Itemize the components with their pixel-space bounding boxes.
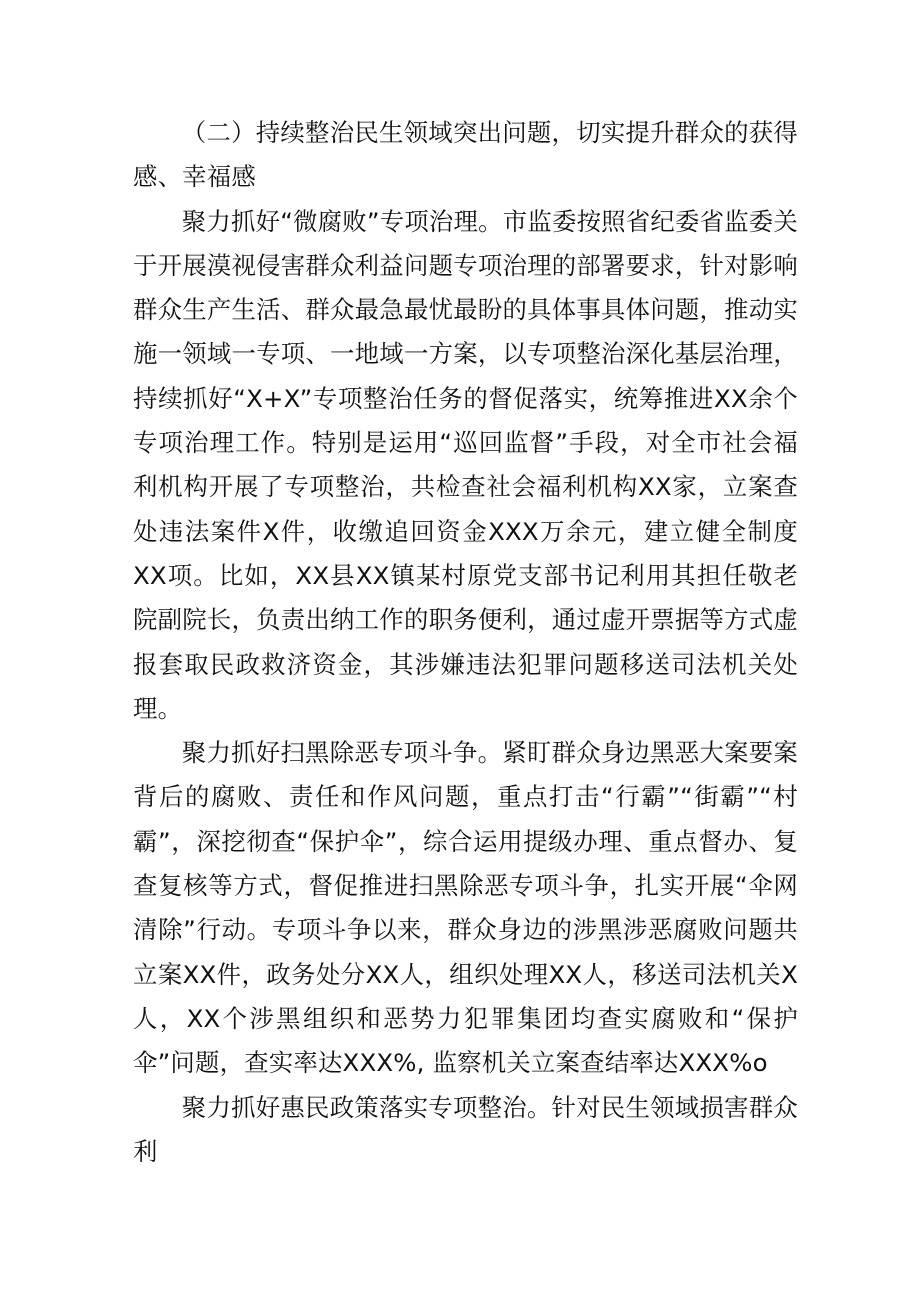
paragraph-anti-gang (133, 731, 798, 1085)
document-body (133, 111, 798, 1174)
paragraph-body: 针对民生领域损害群众利 (133, 1092, 798, 1166)
paragraph-lead: 聚力抓好扫黑除恶专项斗争。 (181, 738, 503, 768)
paragraph-micro-corruption (133, 200, 798, 732)
section-heading: （二）持续整治民生领域突出问题，切实提升群众的获得感、幸福感 (133, 118, 798, 192)
paragraph-policy-implementation (133, 1086, 798, 1175)
paragraph-lead: 聚力抓好惠民政策落实专项整治。 (181, 1092, 552, 1122)
paragraph-body: 市监委按照省纪委省监委关于开展漠视侵害群众利益问题专项治理的部署要求，针对影响群众生产生活、群众最急最忧最盼的具体事具体问题，推动实施一领域一专项、一地域一方案，以专项整治深化基层治理，持续抓好“X+X”专项整治任务的督促落实，统筹推进XX余个专项治理工作。特别是运用“巡回监督”手段，对全市社会福利机构开展了专项整治，共检查社会福利机构XX家，立案查处违法案件X件，收缴追回资金XXX万余元，建立健全制度XX项。比如，XX县XX镇某村原党支部书记利用其担任敬老院副院长，负责出纳工作的职务便利，通过虚开票据等方式虚报套取民政救济资金，其涉嫌违法犯罪问题移送司法机关处理。 (133, 206, 798, 723)
paragraph-body: 紧盯群众身边黑恶大案要案背后的腐败、责任和作风问题，重点打击“行霸”“街霸”“村霸”，深挖彻查“保护伞”，综合运用提级办理、重点督办、复查复核等方式，督促推进扫黑除恶专项斗争，扎实开展“伞网清除”行动。专项斗争以来，群众身边的涉黑涉恶腐败问题共立案XX件，政务处分XX人，组织处理XX人，移送司法机关X人，XX个涉黑组织和恶势力犯罪集团均查实腐败和“保护伞”问题，查实率达XXX%, 监察机关立案查结率达XXX%o (133, 738, 798, 1078)
paragraph-lead: 聚力抓好“微腐败”专项治理。 (181, 206, 503, 236)
